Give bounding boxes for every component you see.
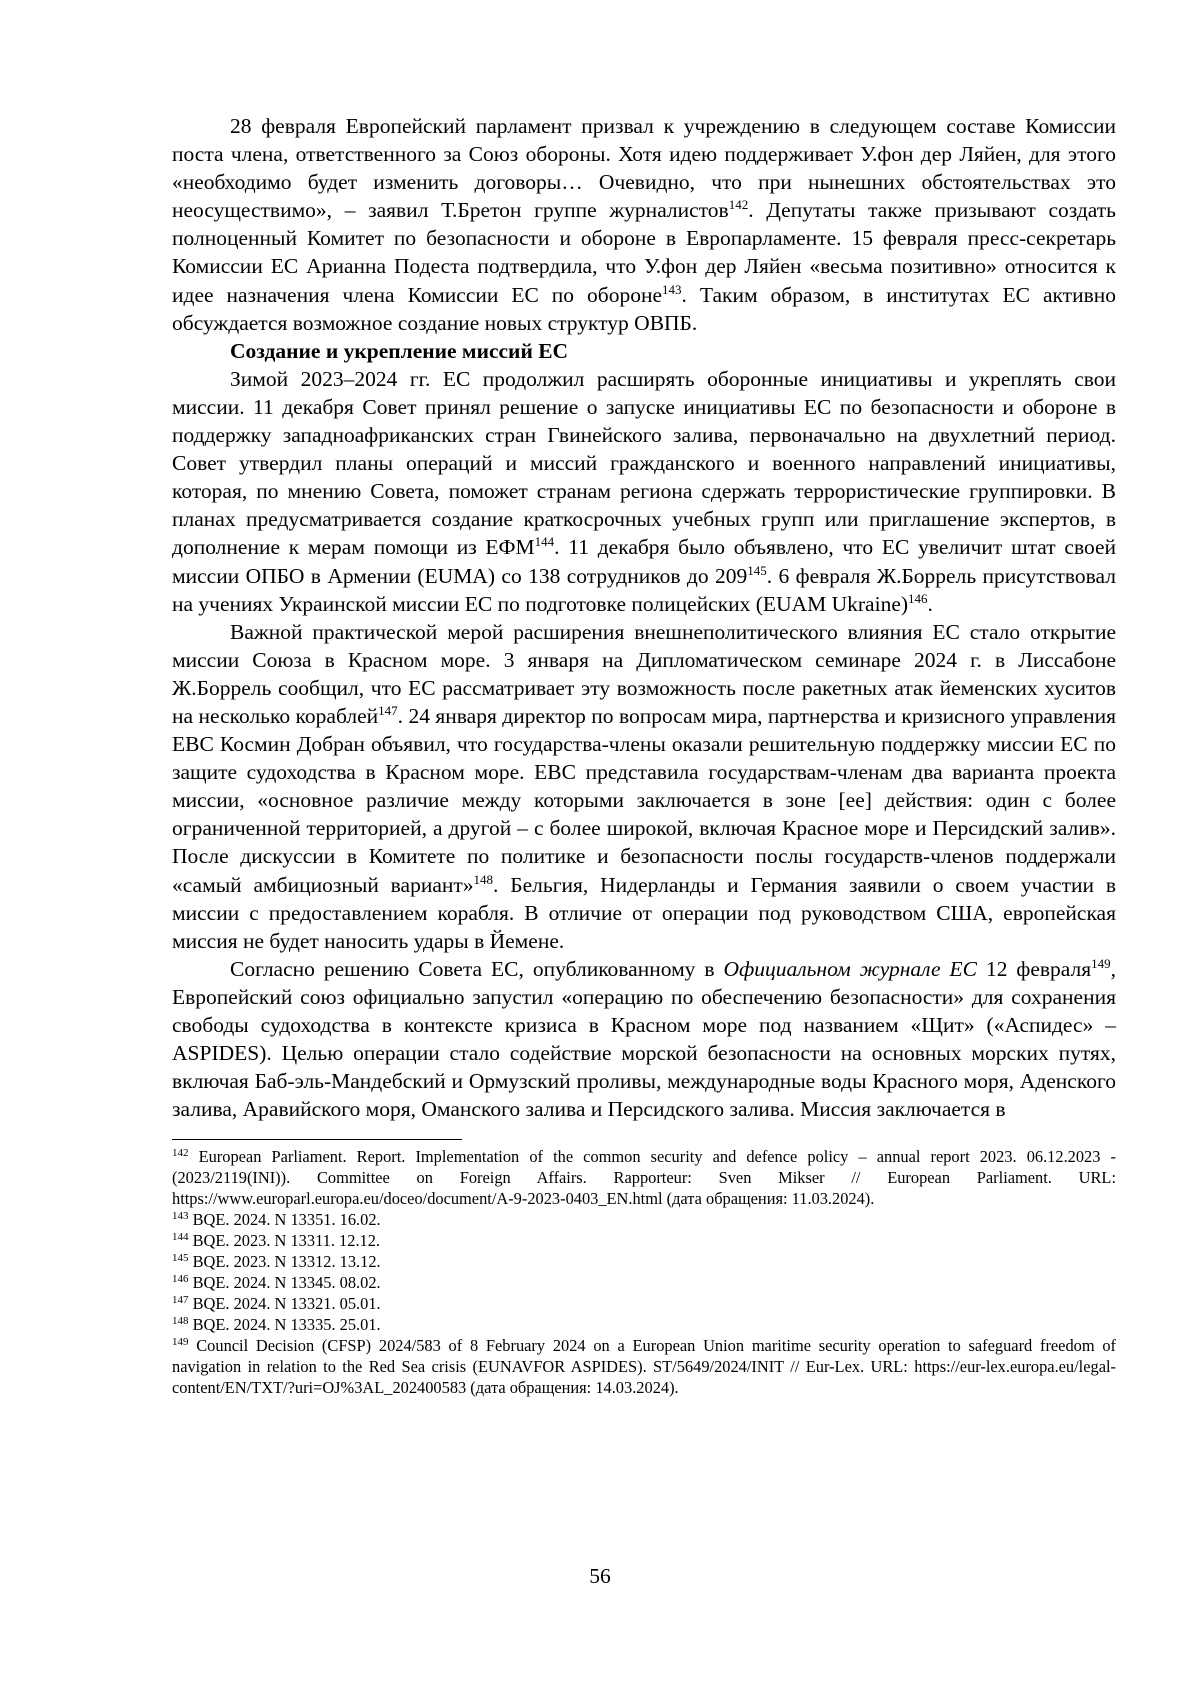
footnote-142: $^{142}$ European Parliament. Report. Implementation of the common security and defence policy – annual report 2023. 06.12.2023 - (2023/2119(INI)). Committee on Foreign Affairs. Rapporteur: Sven Mikser // European Parliament. URL: https://www.europarl.europa.eu/doceo/document/A-9-2023-0403_EN.html (дата обращения: 11.03.2024). — [172, 1147, 1116, 1209]
journal-title: Официальном журнале ЕС — [723, 956, 977, 981]
section-heading: Создание и укрепление миссий ЕС — [230, 338, 569, 363]
document-page — [172, 112, 1116, 1398]
footnote-ref-144[interactable]: 144 — [534, 534, 555, 550]
footnote-143: $^{143}$ BQE. 2024. N 13351. 16.02. — [172, 1210, 381, 1230]
footnote-ref-145[interactable]: 145 — [747, 562, 767, 578]
footnote-ref-148[interactable]: 148 — [473, 871, 494, 887]
footnote-ref-143[interactable]: 143 — [662, 281, 682, 297]
body-text — [172, 112, 1116, 1123]
paragraph-1: 28 февраля Европейский парламент призвал к учреждению в следующем составе Комиссии поста члена, ответственного за Союз обороны. Хотя идею поддерживает У.фон дер Ляйен, для этого «необходимо будет изменить договоры… Очевидно, что при нынешних обстоятельствах это неосуществимо», – заявил Т.Бретон группе журналистов$^{142}$. Депутаты также призывают создать полноценный Комитет по безопасности и обороне в Европарламенте. 15 февраля пресс-секретарь Комиссии ЕС Арианна Подеста подтвердила, что У.фон дер Ляйен «весьма позитивно» относится к идее назначения члена Комиссии ЕС по обороне$^{143}$. Таким образом, в институтах ЕС активно обсуждается возможное создание новых структур ОВПБ. — [172, 114, 1116, 335]
footnote-ref-147[interactable]: 147 — [378, 702, 398, 718]
footnote-divider — [172, 1139, 462, 1140]
paragraph-4: Согласно решению Совета ЕС, опубликованному в Официальном журнале ЕС 12 февраля$^{149}$, Европейский союз официально запустил «операцию по обеспечению безопасности» для сохранения свободы судоходства в контексте кризиса в Красном море под названием «Щит» («Аспидес» – ASPIDES). Целью операции стало содействие морской безопасности на основных морских путях, включая Баб-эль-Мандебский и Ормузский проливы, международные воды Красного моря, Аденского залива, Аравийского моря, Оманского залива и Персидского залива. Миссия заключается в — [172, 955, 1116, 1122]
page-number: 56 — [589, 1564, 611, 1588]
footnote-ref-149[interactable]: 149 — [1091, 955, 1111, 971]
footnote-146: $^{146}$ BQE. 2024. N 13345. 08.02. — [172, 1273, 381, 1293]
paragraph-2: Зимой 2023–2024 гг. ЕС продолжил расширять оборонные инициативы и укреплять свои миссии. 11 декабря Совет принял решение о запуске инициативы ЕС по безопасности и обороне в поддержку западноафриканских стран Гвинейского залива, первоначально на двухлетний период. Совет утвердил планы операций и миссий гражданского и военного направлений инициативы, которая, по мнению Совета, поможет странам региона сдержать террористические группировки. В планах предусматривается создание краткосрочных учебных групп или приглашение экспертов, в дополнение к мерам помощи из ЕФМ$^{144}$. 11 декабря было объявлено, что ЕС увеличит штат своей миссии ОПБО в Армении (EUMA) со 138 сотрудников до $209^{145}$. 6 февраля Ж.Боррель присутствовал на учениях Украинской миссии ЕС по подготовке полицейских (EUAM Ukraine)$^{146}$. — [172, 366, 1117, 616]
footnote-147: $^{147}$ BQE. 2024. N 13321. 05.01. — [172, 1294, 381, 1314]
footnote-149: $^{149}$ Council Decision (CFSP) 2024/583 of 8 February 2024 on a European Union maritime security operation to safeguard freedom of navigation in relation to the Red Sea crisis (EUNAVFOR ASPIDES). ST/5649/2024/INIT // Eur-Lex. URL: https://eur-lex.europa.eu/legal-content/EN/TXT/?uri=OJ%3AL_202400583 (дата обращения: 14.03.2024). — [172, 1336, 1116, 1398]
paragraph-3: Важной практической мерой расширения внешнеполитического влияния ЕС стало открытие миссии Союза в Красном море. 3 января на Дипломатическом семинаре 2024 г. в Лиссабоне Ж.Боррель сообщил, что ЕС рассматривает эту возможность после ракетных атак йеменских хуситов на несколько кораблей$^{147}$. 24 января директор по вопросам мира, партнерства и кризисного управления ЕВС Космин Добран объявил, что государства-члены оказали решительную поддержку миссии ЕС по защите судоходства в Красном море. ЕВС представила государствам-членам два варианта проекта миссии, «основное различие между которыми заключается в зоне [ее] действия: один с более ограниченной территорией, а другой – с более широкой, включая Красное море и Персидский залив». После дискуссии в Комитете по политике и безопасности послы государств-членов поддержали «самый амбициозный вариант»$^{148}$. Бельгия, Нидерланды и Германия заявили о своем участии в миссии с предоставлением корабля. В отличие от операции под руководством США, европейская миссия не будет наносить удары в Йемене. — [172, 619, 1116, 953]
footnote-ref-146[interactable]: 146 — [908, 590, 928, 606]
footnote-144: $^{144}$ BQE. 2023. N 13311. 12.12. — [172, 1231, 381, 1251]
footnote-ref-142[interactable]: 142 — [728, 197, 749, 213]
footnote-145: $^{145}$ BQE. 2023. N 13312. 13.12. — [172, 1252, 381, 1272]
footnote-148: $^{148}$ BQE. 2024. N 13335. 25.01. — [172, 1315, 381, 1335]
footnotes — [172, 1146, 1116, 1398]
